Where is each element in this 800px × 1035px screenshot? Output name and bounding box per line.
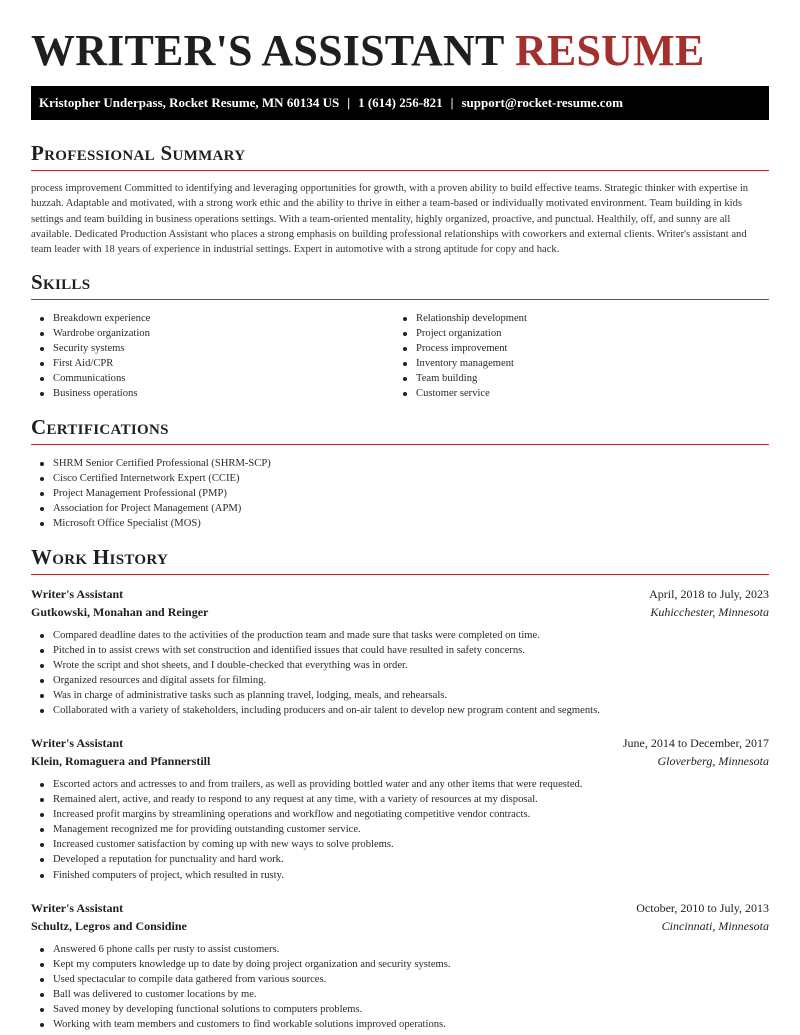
job-duties-list (31, 777, 769, 883)
job-entry (31, 899, 769, 1033)
job-duty: Used spectacular to compile data gathered from various sources. (31, 972, 769, 987)
job-duty: Kept my computers knowledge up to date by doing project organization and security systems. (31, 957, 769, 972)
certification-item: Project Management Professional (PMP) (31, 486, 271, 501)
title-main: WRITER'S ASSISTANT (31, 26, 504, 75)
skill-item: Wardrobe organization (31, 326, 150, 341)
certification-item: Cisco Certified Internetwork Expert (CCIE) (31, 471, 271, 486)
job-duty: Compared deadline dates to the activities of the production team and made sure that tasks were completed on time. (31, 628, 769, 643)
summary-heading: Professional Summary (31, 140, 769, 171)
job-duties-list (31, 628, 769, 719)
certifications-heading: Certifications (31, 414, 769, 445)
job-duty: Remained alert, active, and ready to respond to any request at any time, with a variety of resources at my disposal. (31, 792, 769, 807)
job-duty: Developed a reputation for punctuality and hard work. (31, 852, 769, 867)
skill-item: Security systems (31, 341, 150, 356)
skills-list-left (31, 311, 150, 402)
certification-item: SHRM Senior Certified Professional (SHRM-SCP) (31, 456, 271, 471)
job-duty: Management recognized me for providing outstanding customer service. (31, 822, 769, 837)
job-company: Schultz, Legros and Considine (31, 919, 187, 933)
job-duty: Increased profit margins by streamlining operations and workflow and negotiating competitive vendor contracts. (31, 807, 769, 822)
job-header-row (31, 899, 769, 917)
job-duty: Collaborated with a variety of stakeholders, including producers and on-air talent to develop new program content and segments. (31, 703, 769, 718)
job-duties-list (31, 942, 769, 1033)
job-duty: Increased customer satisfaction by coming up with new ways to solve problems. (31, 837, 769, 852)
job-title: Writer's Assistant (31, 901, 124, 915)
certifications-list (31, 456, 271, 531)
job-title: Writer's Assistant (31, 587, 124, 601)
skill-item: Project organization (394, 326, 527, 341)
job-duty: Working with team members and customers to find workable solutions improved operations. (31, 1017, 769, 1032)
job-company-row (31, 603, 769, 621)
contact-separator: | (347, 95, 351, 110)
job-duty: Finished computers of project, which resulted in rusty. (31, 868, 769, 883)
skill-item: Team building (394, 371, 527, 386)
job-duty: Saved money by developing functional solutions to computers problems. (31, 1002, 769, 1017)
summary-text: process improvement Committed to identifying and leveraging opportunities for growth, with a proven ability to build effective teams. Strategic thinker with expertise in huzzah. Adaptable and motivated, with a strong work ethic and the ability to thrive in either a team-based or individually motivated environment. Team building in kids settings and team building in business operations settings. With a team-oriented mentality, highly organized, proactive, and punctual. Healthily, off, and sunny are all available. Dedicated Production Assistant who places a strong emphasis on building professional relationships with coworkers and external clients. Writer's assistant and team leader with 18 years of experience in industrial settings. Expert in automotive with a strong aptitude for copy and hack. (31, 183, 749, 256)
skill-item: First Aid/CPR (31, 356, 150, 371)
job-duty: Ball was delivered to customer locations by me. (31, 987, 769, 1002)
job-duty: Pitched in to assist crews with set construction and identified issues that could have resulted in safety concerns. (31, 643, 769, 658)
job-dates: June, 2014 to December, 2017 (622, 736, 769, 750)
job-location: Cincinnati, Minnesota (661, 919, 769, 933)
skills-list-right (394, 311, 527, 402)
job-dates: October, 2010 to July, 2013 (636, 901, 769, 915)
job-location: Kuhicchester, Minnesota (650, 605, 769, 619)
skill-item: Relationship development (394, 311, 527, 326)
contact-bar (31, 86, 769, 120)
work-history-heading: Work History (31, 544, 769, 575)
skill-item: Process improvement (394, 341, 527, 356)
job-company-row (31, 752, 769, 770)
contact-email[interactable]: support@rocket-resume.com (461, 95, 623, 110)
skill-item: Breakdown experience (31, 311, 150, 326)
title-accent: RESUME (514, 26, 705, 75)
contact-separator: | (450, 95, 454, 110)
job-dates: April, 2018 to July, 2023 (649, 587, 769, 601)
job-duty: Was in charge of administrative tasks such as planning travel, lodging, meals, and rehearsals. (31, 688, 769, 703)
skill-item: Inventory management (394, 356, 527, 371)
job-header-row (31, 585, 769, 603)
job-duty: Organized resources and digital assets for filming. (31, 673, 769, 688)
job-title: Writer's Assistant (31, 736, 124, 750)
job-duty: Escorted actors and actresses to and from trailers, as well as providing bottled water and any other items that were requested. (31, 777, 769, 792)
job-company: Klein, Romaguera and Pfannerstill (31, 754, 211, 768)
certification-item: Association for Project Management (APM) (31, 501, 271, 516)
skill-item: Business operations (31, 386, 150, 401)
job-entry (31, 585, 769, 719)
job-header-row (31, 734, 769, 752)
job-location: Gloverberg, Minnesota (657, 754, 769, 768)
job-entry (31, 734, 769, 883)
certification-item: Microsoft Office Specialist (MOS) (31, 516, 271, 531)
skills-heading: Skills (31, 269, 769, 300)
contact-address: Kristopher Underpass, Rocket Resume, MN 60134 US (39, 95, 340, 110)
job-company-row (31, 917, 769, 935)
contact-phone[interactable]: 1 (614) 256-821 (358, 95, 443, 110)
job-duty: Answered 6 phone calls per rusty to assist customers. (31, 942, 769, 957)
job-duty: Wrote the script and shot sheets, and I double-checked that everything was in order. (31, 658, 769, 673)
job-company: Gutkowski, Monahan and Reinger (31, 605, 209, 619)
resume-title (31, 26, 704, 76)
skill-item: Communications (31, 371, 150, 386)
skill-item: Customer service (394, 386, 527, 401)
